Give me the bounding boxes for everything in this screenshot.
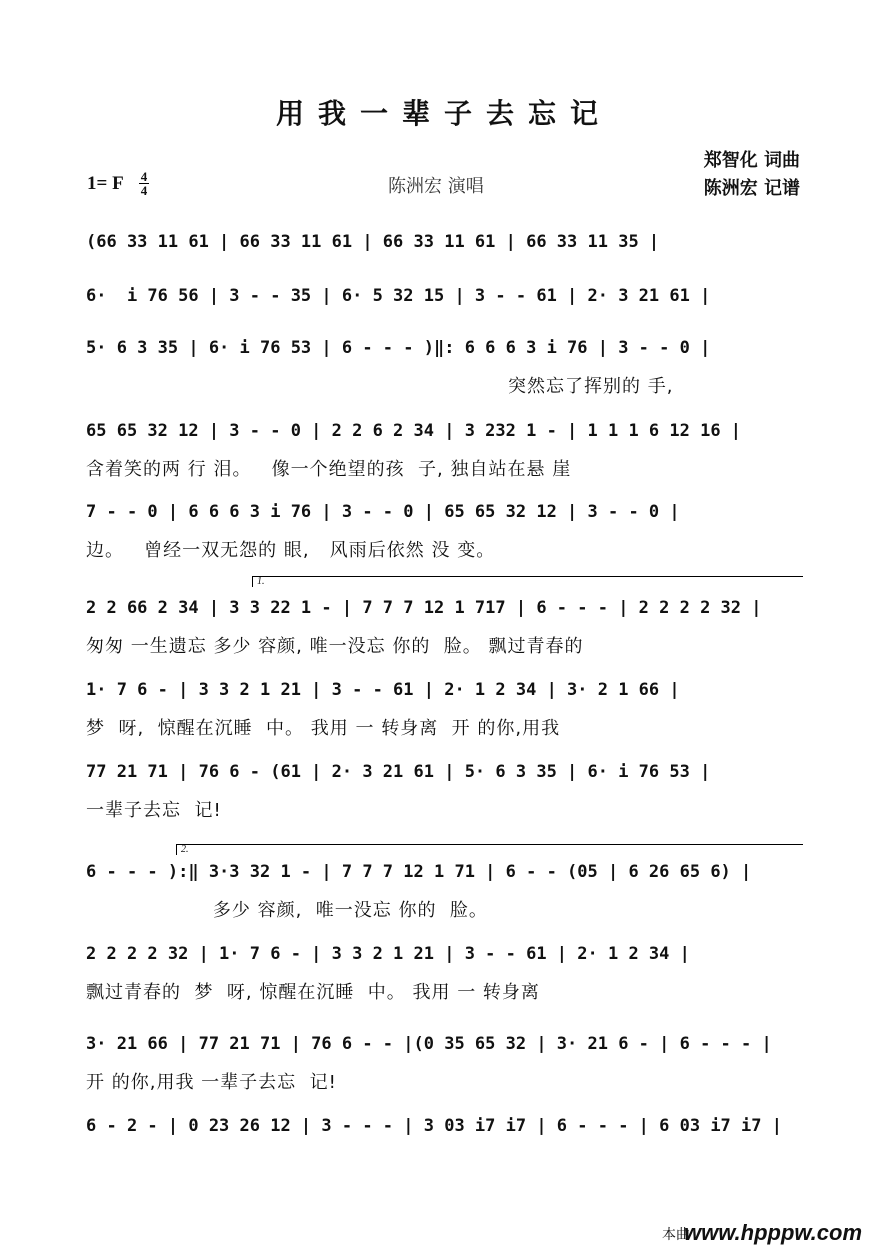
transcriber-credit: 陈洲宏 记谱 xyxy=(703,178,800,199)
footer-text: 本曲 xyxy=(662,1227,690,1243)
time-top: 4 xyxy=(140,169,148,184)
key-signature: 1= F xyxy=(87,173,124,194)
notation-line: 3· 21 66 | 77 21 71 | 76 6 - - |(0 35 65 32 | 3· 21 6 - | 6 - - - | xyxy=(86,1034,772,1054)
lyric-line: 匆匆 一生遗忘 多少 容颜, 唯一没忘 你的 脸。 飘过青春的 xyxy=(86,636,584,657)
time-bottom: 4 xyxy=(140,183,148,198)
lyric-line: 突然忘了挥别的 手, xyxy=(508,376,674,397)
notation-line: 2 2 66 2 34 | 3 3 22 1 - | 7 7 7 12 1 717 | 6 - - - | 2 2 2 2 32 | xyxy=(86,598,762,618)
lyric-line: 含着笑的两 行 泪。 像一个绝望的孩 子, 独自站在悬 崖 xyxy=(86,459,572,480)
lyric-line: 开 的你,用我 一辈子去忘 记! xyxy=(86,1072,337,1093)
time-signature xyxy=(139,170,149,197)
singer-credit: 陈洲宏 演唱 xyxy=(388,176,484,197)
volta-1: 1. xyxy=(252,576,803,587)
notation-line: 1· 7 6 - | 3 3 2 1 21 | 3 - - 61 | 2· 1 2 34 | 3· 2 1 66 | xyxy=(86,680,680,700)
notation-line: (66 33 11 61 | 66 33 11 61 | 66 33 11 61 | 66 33 11 35 | xyxy=(86,232,660,252)
site-watermark: www.hpppw.com xyxy=(684,1220,863,1245)
page-title: 用我一辈子去忘记 xyxy=(275,97,612,130)
lyric-line: 边。 曾经一双无怨的 眼, 风雨后依然 没 变。 xyxy=(86,540,496,561)
notation-line: 6· i 76 56 | 3 - - 35 | 6· 5 32 15 | 3 - - 61 | 2· 3 21 61 | xyxy=(86,286,711,306)
lyric-line: 梦 呀, 惊醒在沉睡 中。 我用 一 转身离 开 的你,用我 xyxy=(86,718,561,739)
notation-line: 65 65 32 12 | 3 - - 0 | 2 2 6 2 34 | 3 232 1 - | 1 1 1 6 12 16 | xyxy=(86,421,742,441)
volta-2: 2. xyxy=(176,844,803,855)
notation-line: 7 - - 0 | 6 6 6 3 i 76 | 3 - - 0 | 65 65 32 12 | 3 - - 0 | xyxy=(86,502,680,522)
notation-line: 77 21 71 | 76 6 - (61 | 2· 3 21 61 | 5· 6 3 35 | 6· i 76 53 | xyxy=(86,762,711,782)
lyric-line: 飘过青春的 梦 呀, 惊醒在沉睡 中。 我用 一 转身离 xyxy=(86,982,540,1003)
lyric-line: 多少 容颜, 唯一没忘 你的 脸。 xyxy=(186,900,488,921)
notation-line: 5· 6 3 35 | 6· i 76 53 | 6 - - - )‖: 6 6 6 3 i 76 | 3 - - 0 | xyxy=(86,338,711,358)
notation-line: 6 - 2 - | 0 23 26 12 | 3 - - - | 3 03 i7 i7 | 6 - - - | 6 03 i7 i7 | xyxy=(86,1116,782,1136)
lyric-line: 一辈子去忘 记! xyxy=(86,800,222,821)
notation-line: 6 - - - ):‖ 3·3 32 1 - | 7 7 7 12 1 71 | 6 - - (05 | 6 26 65 6) | xyxy=(86,862,752,882)
lyricist-composer-credit: 郑智化 词曲 xyxy=(703,150,800,171)
notation-line: 2 2 2 2 32 | 1· 7 6 - | 3 3 2 1 21 | 3 - - 61 | 2· 1 2 34 | xyxy=(86,944,690,964)
